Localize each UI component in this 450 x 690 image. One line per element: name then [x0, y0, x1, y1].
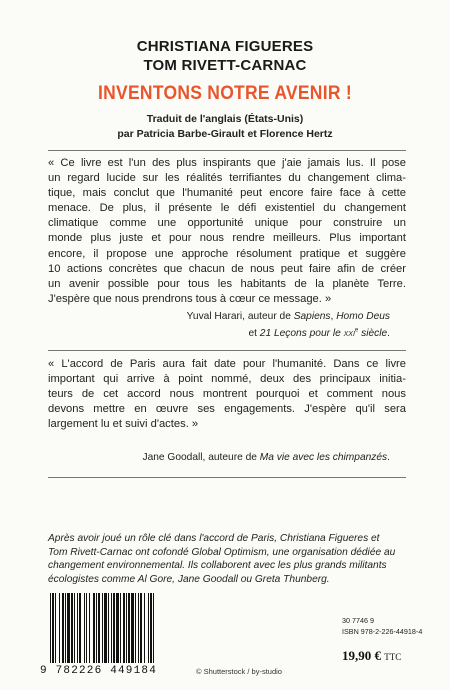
quote-line: 10 actions concrètes que chacun de nous peut faire afin de créer [48, 262, 406, 275]
catalog-code: 30 7746 9 [342, 616, 374, 625]
quote-goodall [48, 357, 406, 432]
author-bio [48, 532, 408, 586]
quote-goodall-attribution [143, 450, 391, 465]
barcode [48, 593, 192, 663]
quote-line: menace. De plus, il présente le défi existentiel du changement [48, 202, 406, 215]
bio-line: écologistes comme Al Gore, Jane Goodall ou Greta Thunberg. [48, 573, 330, 585]
bio-line: Après avoir joué un rôle clé dans l'accord de Paris, Christiana Figueres et [48, 533, 380, 544]
quote-line: monde plus juste et pour nous rendre meilleurs. Plus important [48, 232, 406, 245]
attribution-text: et 21 Leçons pour le xxi$^e$ siècle. [248, 328, 390, 340]
catalog-codes [342, 615, 422, 637]
quote-line: largement lu et suivi d'actes. » [48, 418, 199, 431]
quote-line: un avenir possible pour tous les habitants de la planète Terre. [48, 277, 406, 290]
quote-line: climatique comme une opportunité unique pour construire un [48, 217, 406, 230]
price-value: 19,90 € [342, 648, 381, 663]
quote-line: devons mettre en œuvre ses engagements. J'espère qu'il sera [48, 403, 406, 416]
photo-credit: © Shutterstock / by-studio [196, 667, 282, 676]
translation-credit-line-1: Traduit de l'anglais (États-Unis) [146, 113, 304, 125]
divider-middle [48, 350, 406, 351]
divider-bottom [48, 477, 406, 478]
quote-harari-attribution-1 [187, 309, 390, 324]
attribution-text: Yuval Harari, auteur de Sapiens, Homo Deus [186, 311, 390, 322]
isbn: ISBN 978-2-226-44918-4 [342, 627, 423, 636]
divider-top [48, 150, 406, 151]
author-name-1: CHRISTIANA FIGUERES [136, 38, 314, 55]
quote-line: J'espère que nous prendrons tous à cœur ce message. » [48, 292, 332, 305]
quote-line: tique, mais conclut que l'humanité peut encore faire face à cette [48, 187, 406, 200]
barcode-number: 9 782226 449184 [40, 665, 158, 677]
quote-line: encore, il propose une approche résolument pratique et suggère [48, 247, 406, 260]
quote-line: un regard lucide sur les réalités terrifiantes du changement clima- [48, 172, 406, 185]
quote-harari-attribution-2 [248, 324, 390, 341]
bio-line: Tom Rivett-Carnac ont cofondé Global Optimism, une organisation dédiée au [48, 546, 396, 558]
attribution-text: Jane Goodall, auteure de Ma vie avec les chimpanzés. [142, 452, 390, 463]
quote-line: teurs de cet accord nous montrent pourquoi et comment nous [48, 388, 406, 401]
book-title: INVENTONS NOTRE AVENIR ! [98, 83, 352, 104]
bio-line: changement environnemental. Ils collaborent avec les plus grands militants [48, 560, 387, 572]
quote-line: important qui arrive à point nommé, deux des principaux initia- [48, 373, 406, 386]
quote-line: « L'accord de Paris aura fait date pour l'humanité. Dans ce livre [48, 358, 406, 370]
author-name-2: TOM RIVETT-CARNAC [143, 57, 307, 74]
quote-line: « Ce livre est l'un des plus inspirants que j'aie jamais lus. Il pose [48, 157, 406, 169]
translation-credit-line-2: par Patricia Barbe-Girault et Florence Hertz [117, 128, 333, 140]
price [342, 648, 401, 664]
price-suffix: TTC [384, 652, 402, 662]
quote-harari [48, 156, 406, 307]
